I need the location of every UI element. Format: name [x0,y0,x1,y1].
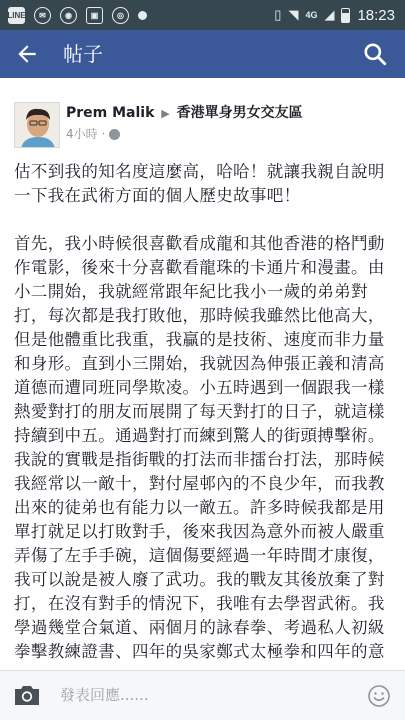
author-line [66,104,303,123]
triangle-right-icon: ▶ [161,107,170,120]
post-meta [66,126,120,142]
email-icon: ✉ [34,7,51,24]
page-title: 帖子 [63,42,103,66]
status-time: 18:23 [357,6,395,24]
status-bar-left [8,6,147,24]
comment-bar [0,670,405,720]
group-name[interactable]: 香港單身男女交友區 [176,105,303,121]
notification-icon: ▣ [86,7,103,24]
signal-icon: ◢ [324,7,335,22]
back-arrow-icon[interactable] [14,41,40,67]
dot-separator: · [101,127,106,141]
status-bar [0,0,405,30]
post-timestamp[interactable]: 4小時 [66,127,98,141]
avatar-image [15,103,60,148]
vibrate-icon: ▯ [274,7,282,22]
status-bar-right [274,6,395,24]
wifi-icon: ◥ [288,7,299,22]
avatar[interactable] [14,102,60,148]
battery-icon [341,8,350,23]
author-name[interactable]: Prem Malik [66,105,155,121]
camera-icon[interactable] [12,683,42,707]
emoji-icon[interactable] [367,684,391,708]
post-card [0,78,405,670]
globe-icon [109,129,120,140]
search-icon[interactable] [362,41,388,67]
network-type: 4G [305,9,318,20]
app-bar [0,30,405,78]
post-paragraph: 估不到我的知名度這麼高，哈哈！就讓我親自說明一下我在武術方面的個人歷史故事吧！ [14,162,385,205]
post-paragraph: 首先，我小時候很喜歡看成龍和其他香港的格鬥動作電影，後來十分喜歡看龍珠的卡通片和漫畫。由小二開始，我就經常跟年紀比我小一歲的弟弟對打，每次都是我打敗他，那時候我雖然比他高大，但是他體重比我重，我贏的是技術、速度而非力量和身形。直到小三開始，我就因為伸張正義和清高道德而遭同班同學欺凌。小五時遇到一個跟我一樣熱愛對打的朋友而展開了每天對打的日子，就這樣持續到中五。通過對打而練到驚人的街頭搏擊術。我說的實戰是指街戰的打法而非擂台打法，那時候我經常以一敵十，對付屋邨內的不良少年，而我教出來的徒弟也有能力以一敵五。許多時候我都是用單打就足以打敗對手，後來我因為意外而被人嚴重弄傷了左手手碗，這個傷要經過一年時間才康復，我可以說是被人廢了武功。我的戰友其後放棄了對打，在沒有對手的情況下，我唯有去學習武術。我學過幾堂合氣道、兩個月的詠春拳、考過私人初級拳擊教練證書、四年的吳家鄭式太極拳和四年的意 [14,234,385,661]
post-body [14,160,396,670]
cast-icon: ◎ [112,7,129,24]
line-icon: LINE [8,7,25,24]
comment-input[interactable] [60,681,350,709]
dot-icon [138,11,147,20]
wifi-hotspot-icon: ◉ [60,7,77,24]
